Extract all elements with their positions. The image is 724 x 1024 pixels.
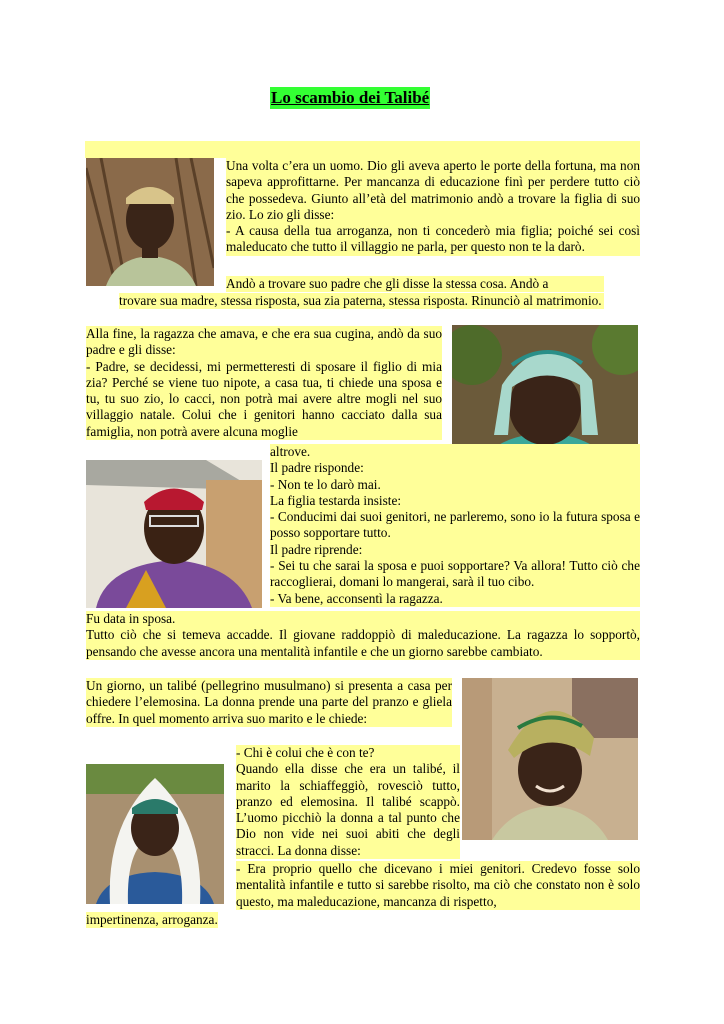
photo-man-red-fez [86,460,262,608]
paragraph: Andò a trovare suo padre che gli disse la stessa cosa. Andò a [226,276,549,291]
photo-man-with-cap [86,158,214,286]
paragraph: - Chi è colui che è con te? [236,745,375,760]
text-block-intro [226,158,640,256]
paragraph: Alla fine, la ragazza che amava, e che era sua cugina, andò da suo padre e gli disse: [86,326,442,358]
paragraph: Tutto ciò che si temeva accadde. Il giovane raddoppiò di maleducazione. La ragazza lo sopportò, pensando che avesse ancora una mentalità infantile e che un giorno sarebbe cambiato. [86,627,640,659]
text-block-marriage [86,611,640,660]
paragraph: - Non te lo darò mai. [270,476,381,492]
text-block-ending [236,861,640,910]
paragraph: Il padre riprende: [270,541,363,557]
paragraph: - Conducimi dai suoi genitori, ne parleremo, sono io la futura sposa e posso sopportare tutto. [270,509,640,541]
text-block-talibe [86,678,452,727]
photo-woman-white-veil [86,764,224,904]
paragraph: Il padre risponde: [270,460,364,476]
paragraph: La figlia testarda insiste: [270,492,402,508]
paragraph: Quando ella disse che era un talibé, il marito la schiaffeggiò, rovesciò tutto, pranzo ed elemosina. Il talibé scappò. L’uomo picchiò la donna a tal punto che Dio non vide nei suoi abiti che degli stracci. La donna disse: [236,761,460,858]
paragraph: - Va bene, acconsentì la ragazza. [270,590,443,606]
paragraph: altrove. [270,444,311,459]
page-title: Lo scambio dei Talibé [271,88,430,107]
text-line-final [86,912,218,928]
text-line [226,276,604,292]
photo-woman-patterned-headscarf [462,678,638,840]
text-block-mother [119,293,604,309]
paragraph: - Padre, se decidessi, mi permetteresti di sposare il figlio di mia zia? Perché se viene tuo nipote, a casa tua, ti chiede una sposa e tu, tu suo zio, lo cacci, non potrà mai avere altre mogli nel suo villaggio natale. Colui che i genitori hanno cacciato dalla sua famiglia, non potrà avere alcuna moglie [86,358,442,439]
paragraph: - A causa della tua arroganza, non ti concederò mia figlia; poiché sei così maleducato che tutto il villaggio ne parla, per questo non te la darò. [226,223,640,255]
paragraph: - Sei tu che sarai la sposa e puoi sopportare? Va allora! Tutto ciò che raccoglierai, domani lo mangerai, sarà il tuo cibo. [270,558,640,590]
text-block-husband [236,745,460,859]
paragraph: Fu data in sposa. [86,611,176,626]
highlight-strip [85,141,640,158]
paragraph: trovare sua madre, stessa risposta, sua zia paterna, stessa risposta. Rinunciò al matrimonio. [119,293,602,308]
paragraph: - Era proprio quello che dicevano i miei genitori. Credevo fosse solo mentalità infantile e tutto si sarebbe risolto, ma ciò che constato non è solo questo, ma maleducazione, mancanza di rispetto, [236,861,640,909]
paragraph: Un giorno, un talibé (pellegrino musulmano) si presenta a casa per chiedere l’elemosina. La donna prende una parte del pranzo e gliela offre. In quel momento arriva suo marito e le chiede: [86,678,452,726]
text-block-girl [86,326,442,440]
text-block-dialogue [270,444,640,607]
paragraph: impertinenza, arroganza. [86,912,218,927]
paragraph: Una volta c’era un uomo. Dio gli aveva aperto le porte della fortuna, ma non sapeva approfittarne. Per mancanza di educazione finì per perdere tutto ciò che possedeva. Giunto all’età del matrimonio andò a trovare la figlia di suo zio. Lo zio gli disse: [226,158,640,222]
